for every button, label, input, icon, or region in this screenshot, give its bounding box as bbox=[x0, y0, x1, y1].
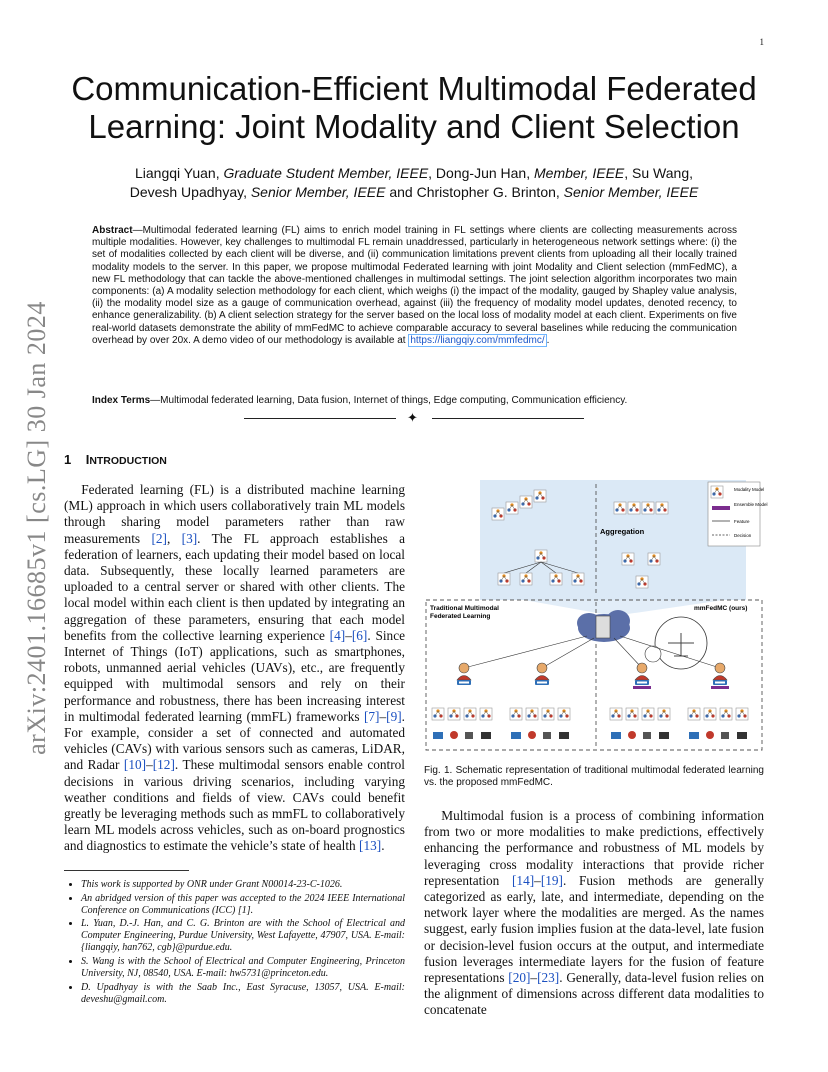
author-4-role: Senior Member, IEEE bbox=[563, 184, 699, 200]
modality-model-icon bbox=[506, 502, 518, 514]
client-icon bbox=[457, 663, 471, 685]
body-text: – bbox=[534, 872, 541, 888]
body-text: Federated learning (FL) is a distributed machine learning (ML) approach in which users collaboratively train ML models through sharing model parameters rather than raw measurements bbox=[64, 482, 405, 546]
citation-link[interactable]: [14] bbox=[512, 872, 535, 888]
legend-ensemble-swatch bbox=[712, 506, 730, 510]
modality-model-icon bbox=[492, 508, 504, 520]
legend-decision: Decision bbox=[734, 533, 752, 538]
modality-model-icon bbox=[526, 708, 538, 720]
footnote-purdue: • L. Yuan, D.-J. Han, and C. G. Brinton are with the School of Electrical and Computer Engineering, Purdue University, West Lafayette, 47907, USA. E-mail: {liangqiy, han762, cgb}@purdue.edu. bbox=[81, 918, 405, 954]
body-left-column bbox=[64, 482, 405, 855]
index-terms-label: Index Terms bbox=[92, 395, 151, 406]
author-4: and Christopher G. Brinton, bbox=[389, 184, 560, 200]
body-text: , bbox=[166, 530, 182, 546]
footnotes bbox=[64, 879, 405, 1007]
modality-model-icon bbox=[656, 502, 668, 514]
abstract-end: . bbox=[546, 334, 550, 346]
index-terms bbox=[92, 395, 737, 406]
modality-model-icon bbox=[535, 550, 547, 562]
body-text: Multimodal fusion is a process of combining information from two or more modalities to make predictions, effectively enhancing the performance and robustness of ML models by leveraging cross modality interactions that provide richer representation bbox=[424, 808, 764, 888]
client-icon bbox=[713, 663, 727, 685]
modality-model-icon bbox=[558, 708, 570, 720]
body-text: – bbox=[345, 627, 352, 643]
modality-model-icon bbox=[658, 708, 670, 720]
figure-1-schematic bbox=[424, 478, 768, 753]
modality-model-icon bbox=[572, 573, 584, 585]
body-text: . The FL approach establishes a federation of learners, each updating their model based on local data. Subsequently, these locally learned parameters are uploaded to a central server or shared with other clients. The local model within each client is then updated by integrating an aggregation of these parameters, ensuring that each model benefits from the collective learning experience bbox=[64, 530, 406, 643]
footnote-funding: • This work is supported by ONR under Grant N00014-23-C-1026. bbox=[81, 879, 405, 891]
modality-model-icon bbox=[520, 496, 532, 508]
legend-ensemble-model: Ensemble Model bbox=[734, 502, 768, 507]
modality-model-icon bbox=[542, 708, 554, 720]
modality-model-icon bbox=[448, 708, 460, 720]
footnote-princeton: • S. Wang is with the School of Electrical and Computer Engineering, Princeton University, NJ, 08540, USA. E-mail: hw5731@princeton.edu. bbox=[81, 956, 405, 980]
author-2: , Dong-Jun Han, bbox=[428, 165, 531, 181]
body-text: . These multimodal sensors enable control decisions in various driving scenarios, including varying weather conditions and fields of view. CAVs could benefit greatly be leveraging methods such as mmFL to collaboratively learn ML models across vehicles, such as on-board prognostics and diagnostics to estimate the vehicle’s state of health bbox=[64, 757, 405, 854]
body-text: – bbox=[530, 970, 538, 986]
section-number: 1 bbox=[64, 452, 72, 467]
client-icon bbox=[535, 663, 549, 685]
modality-model-icon bbox=[628, 502, 640, 514]
modality-model-icon bbox=[432, 708, 444, 720]
modality-model-icon bbox=[498, 573, 510, 585]
modality-model-icon bbox=[550, 573, 562, 585]
traditional-label-2: Federated Learning bbox=[430, 613, 491, 620]
citation-link[interactable]: [10] bbox=[123, 757, 147, 773]
author-2-role: Member, IEEE bbox=[534, 165, 625, 181]
fusion-paragraph bbox=[424, 808, 764, 1019]
section-heading-introduction bbox=[64, 452, 167, 467]
citation-link[interactable]: [23] bbox=[537, 970, 560, 986]
citation-link[interactable]: [20] bbox=[508, 970, 531, 986]
modality-model-icon bbox=[720, 708, 732, 720]
footnote-rule bbox=[64, 870, 189, 871]
mmfedmc-label: mmFedMC (ours) bbox=[694, 605, 748, 612]
citation-link[interactable]: [7] bbox=[363, 708, 380, 724]
citation-link[interactable]: [13] bbox=[359, 838, 382, 854]
figure-1-caption: Fig. 1. Schematic representation of traditional multimodal federated learning vs. the proposed mmFedMC. bbox=[424, 765, 764, 788]
page-number: 1 bbox=[759, 37, 764, 47]
modality-model-icon bbox=[510, 708, 522, 720]
modality-model-icon bbox=[711, 486, 723, 498]
paper-title: Communication-Efficient Multimodal Federated Learning: Joint Modality and Client Selection bbox=[71, 70, 757, 145]
body-text: . Fusion methods are generally categorized as early, late, and intermediate, depending on the network layer where the modalities are merged. As the names suggest, early fusion implies fusion at the data-level, late fusion or decision-level fusion occurs at the output, and intermediate fusion leverages intermediate layers for the fusion of feature representations bbox=[424, 872, 764, 986]
body-text: – bbox=[146, 757, 153, 773]
body-text: . Since Internet of Things (IoT) applications, such as smartphones, robots, unmanned aerial vehicles (UAVs), etc., are frequently equipped with multimodal sensors and rely on their performance and robustness, there has been increasing interest in multimodal federated learning (mmFL) frameworks bbox=[64, 627, 406, 724]
index-terms-text: —Multimodal federated learning, Data fusion, Internet of things, Edge computing, Communication efficiency. bbox=[150, 395, 628, 406]
abstract-label: Abstract bbox=[92, 225, 133, 236]
arxiv-stamp: arXiv:2401.16685v1 [cs.LG] 30 Jan 2024 bbox=[22, 301, 51, 755]
modality-model-icon bbox=[520, 573, 532, 585]
client-icon bbox=[635, 663, 649, 685]
section-separator bbox=[244, 412, 584, 426]
figure-legend bbox=[708, 482, 768, 546]
body-right-column bbox=[424, 808, 764, 1019]
citation-link[interactable]: [12] bbox=[152, 757, 175, 773]
author-list bbox=[110, 164, 718, 202]
abstract-text: —Multimodal federated learning (FL) aims to enrich model training in FL settings where clients are collecting measurements across multiple modalities. However, key challenges to multimodal FL remain unaddressed, particularly in heterogeneous network settings where: (i) the set of modalities collected by each client will be diverse, and (ii) communication limitations prevent clients from uploading all their locally trained modality models to the server. In this paper, we propose multimodal Federated learning with joint Modality and Client selection (mmFedMC), a new FL methodology that can tackle the above-mentioned challenges in multimodal settings. The joint selection algorithm incorporates two main components: (a) A modality selection methodology for each client, which weighs (i) the impact of the modality, gauged by Shapley value analysis, (ii) the modality model size as a gauge of communication overhead, against (iii) the frequency of modality model updates, denoted recency, to enhance generalizability. (b) A client selection strategy for the server based on the local loss of modality model at each client. Experiments on five real-world datasets demonstrate the ability of mmFedMC to achieve comparable accuracy to several baselines while reducing the communication overhead by over 20x. A demo video of our methodology is available at bbox=[92, 225, 737, 346]
modality-model-icon bbox=[614, 502, 626, 514]
author-3: , Su Wang, Devesh Upadhyay, bbox=[129, 165, 694, 200]
modality-model-icon bbox=[534, 490, 546, 502]
citation-link[interactable]: [4] bbox=[329, 627, 346, 643]
modality-model-icon bbox=[480, 708, 492, 720]
citation-link[interactable]: [9] bbox=[386, 708, 402, 724]
footnote-icc: • An abridged version of this paper was accepted to the 2024 IEEE International Conference on Communications (ICC) [1]. bbox=[81, 893, 405, 917]
abstract bbox=[92, 225, 737, 347]
section-title-rest: NTRODUCTION bbox=[89, 455, 167, 467]
footnote-saab: • D. Upadhyay is with the Saab Inc., East Syracuse, 13057, USA. E-mail: deveshu@gmail.com. bbox=[81, 982, 405, 1006]
modality-model-icon bbox=[642, 708, 654, 720]
citation-link[interactable]: [3] bbox=[181, 530, 198, 546]
modality-model-icon bbox=[688, 708, 700, 720]
author-3-role: Senior Member, IEEE bbox=[250, 184, 386, 200]
separator-line-left bbox=[244, 418, 396, 419]
modality-model-icon bbox=[642, 502, 654, 514]
citation-link[interactable]: [19] bbox=[540, 872, 563, 888]
aggregation-label: Aggregation bbox=[600, 527, 645, 536]
section-title-first: I bbox=[85, 452, 90, 467]
modality-model-icon bbox=[622, 553, 634, 565]
separator-line-right bbox=[432, 418, 584, 419]
intro-paragraph-1 bbox=[64, 482, 405, 855]
modality-model-icon bbox=[736, 708, 748, 720]
demo-video-link[interactable]: https://liangqiy.com/mmfedmc/ bbox=[410, 334, 545, 346]
body-text: . Generally, data-level fusion relies on the alignment of dimensions across different data modalities to concatenate bbox=[424, 970, 764, 1018]
sensor-icon-row bbox=[433, 731, 747, 739]
separator-diamond-icon: ✦ bbox=[407, 410, 418, 425]
citation-link[interactable]: [6] bbox=[351, 627, 368, 643]
legend-modality-model: Modality Model bbox=[734, 487, 765, 492]
author-1: Liangqi Yuan, bbox=[134, 165, 220, 181]
modality-model-icon bbox=[636, 576, 648, 588]
traditional-label-1: Traditional Multimodal bbox=[430, 605, 499, 612]
cloud-server-icon bbox=[577, 610, 630, 642]
body-text: . bbox=[381, 838, 385, 854]
citation-link[interactable]: [2] bbox=[151, 530, 167, 546]
author-1-role: Graduate Student Member, IEEE bbox=[223, 165, 429, 181]
modality-model-icon bbox=[648, 553, 660, 565]
modality-model-icon bbox=[626, 708, 638, 720]
legend-feature: Feature bbox=[734, 519, 750, 524]
body-text: – bbox=[379, 708, 387, 724]
modality-model-icon bbox=[704, 708, 716, 720]
modality-model-icon bbox=[610, 708, 622, 720]
client-modality-rows bbox=[432, 708, 748, 720]
modality-model-icon bbox=[464, 708, 476, 720]
body-text: . For example, consider a set of connected and automated vehicles (CAVs) with various sensors such as cameras, LiDAR, and Radar bbox=[64, 708, 405, 773]
